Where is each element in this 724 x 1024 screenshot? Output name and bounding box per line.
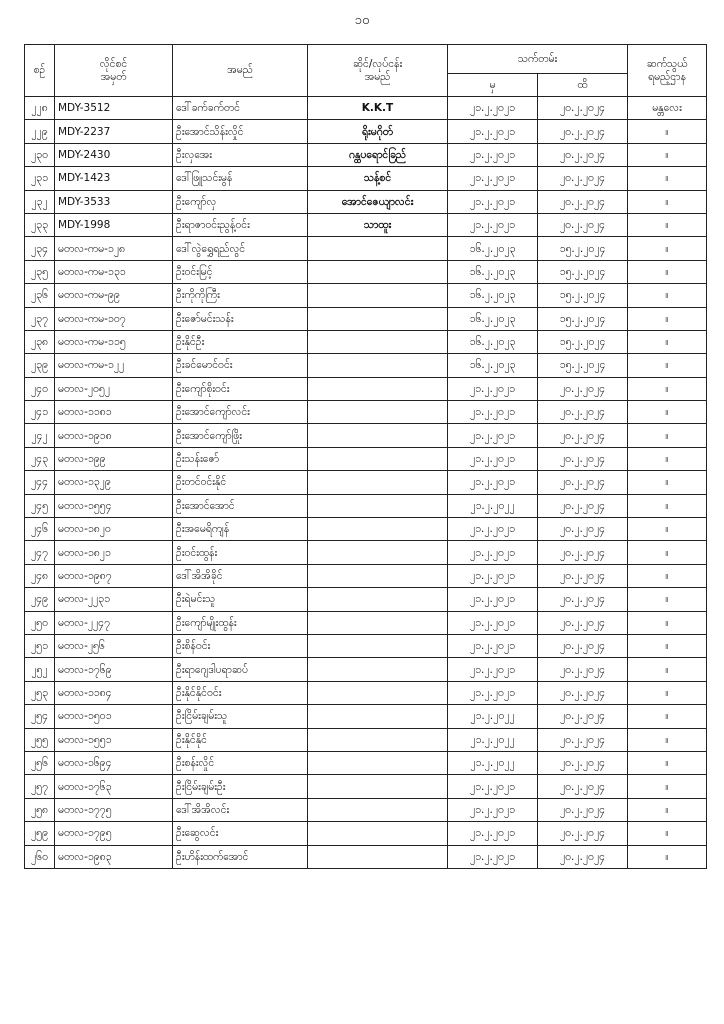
cell-name: ဦးတင်ဝင်းနိုင် xyxy=(173,471,308,494)
cell-shop xyxy=(308,260,448,283)
cell-from: ၂၁.၂.၂၀၂၁ xyxy=(448,564,538,587)
table-row xyxy=(25,658,707,681)
header-name: အမည် xyxy=(173,45,308,97)
cell-license: မတလ-၂၂၃၁ xyxy=(55,588,173,611)
cell-no: ၂၅၀ xyxy=(25,611,55,634)
cell-contact: ။ xyxy=(628,401,707,424)
cell-from: ၁၆.၂.၂၀၂၃ xyxy=(448,284,538,307)
cell-from: ၂၁.၂.၂၀၂၁ xyxy=(448,681,538,704)
cell-name: ဒေါ်ဖြူသင်းမွန် xyxy=(173,167,308,190)
table-row xyxy=(25,167,707,190)
cell-to: ၂၀.၂.၂၀၂၄ xyxy=(538,471,628,494)
cell-shop xyxy=(308,845,448,868)
cell-contact: ။ xyxy=(628,213,707,236)
cell-to: ၂၀.၂.၂၀၂၄ xyxy=(538,190,628,213)
cell-shop xyxy=(308,424,448,447)
cell-from: ၁၆.၂.၂၀၂၃ xyxy=(448,354,538,377)
table-row xyxy=(25,120,707,143)
cell-license: မတလ-၁၁၈၄ xyxy=(55,681,173,704)
header-to: ထိ xyxy=(538,74,628,97)
cell-name: ဦးကျော်လှ xyxy=(173,190,308,213)
cell-license: MDY-1998 xyxy=(55,213,173,236)
table-row xyxy=(25,354,707,377)
table-body xyxy=(25,97,707,869)
cell-contact: ။ xyxy=(628,775,707,798)
cell-name: ဦးနိုင်ဦး xyxy=(173,330,308,353)
cell-shop xyxy=(308,728,448,751)
cell-name: ဒေါ်အိအိလင်း xyxy=(173,798,308,821)
cell-from: ၂၁.၂.၂၀၂၁ xyxy=(448,97,538,120)
cell-shop: ဂန္ထပရောင်ခြည် xyxy=(308,143,448,166)
license-register-table xyxy=(24,44,707,869)
cell-contact: ။ xyxy=(628,728,707,751)
cell-shop: သာထူး xyxy=(308,213,448,236)
cell-from: ၂၁.၂.၂၀၂၁ xyxy=(448,190,538,213)
cell-to: ၂၀.၂.၂၀၂၄ xyxy=(538,611,628,634)
cell-shop: အောင်ဇေယျာလင်း xyxy=(308,190,448,213)
cell-no: ၂၄၃ xyxy=(25,447,55,470)
cell-shop xyxy=(308,494,448,517)
cell-from: ၂၁.၂.၂၀၂၁ xyxy=(448,518,538,541)
table-row xyxy=(25,634,707,657)
table-row xyxy=(25,798,707,821)
table-row xyxy=(25,447,707,470)
table-header xyxy=(25,45,707,97)
cell-no: ၂၄၅ xyxy=(25,494,55,517)
cell-contact: ။ xyxy=(628,611,707,634)
cell-from: ၂၁.၂.၂၀၂၁ xyxy=(448,588,538,611)
cell-shop xyxy=(308,541,448,564)
cell-name: ဒေါ်လွဲရွှေရည်လွင် xyxy=(173,237,308,260)
cell-to: ၂၀.၂.၂၀၂၄ xyxy=(538,541,628,564)
cell-no: ၂၃၆ xyxy=(25,284,55,307)
header-no: စဉ် xyxy=(25,45,55,97)
cell-license: မတလ-၁၉၈၇ xyxy=(55,564,173,587)
cell-license: MDY-1423 xyxy=(55,167,173,190)
cell-shop xyxy=(308,822,448,845)
cell-to: ၁၅.၂.၂၀၂၄ xyxy=(538,284,628,307)
cell-name: ဦးစိန်ဝင်း xyxy=(173,634,308,657)
cell-name: ဦးနိုင်နိုင် xyxy=(173,728,308,751)
table-row xyxy=(25,611,707,634)
cell-shop xyxy=(308,377,448,400)
cell-name: ဦးသန်းဇော် xyxy=(173,447,308,470)
cell-to: ၁၅.၂.၂၀၂၄ xyxy=(538,330,628,353)
cell-license: မတလ-၂၂၄၇ xyxy=(55,611,173,634)
cell-name: ဦးအောင်သိန်းလှိုင် xyxy=(173,120,308,143)
table-row xyxy=(25,97,707,120)
cell-license: မတလ-ကမ-၁၀၇ xyxy=(55,307,173,330)
table-row xyxy=(25,190,707,213)
cell-no: ၂၅၃ xyxy=(25,681,55,704)
cell-from: ၂၁.၂.၂၀၂၂ xyxy=(448,705,538,728)
cell-from: ၂၁.၂.၂၀၂၁ xyxy=(448,377,538,400)
cell-shop xyxy=(308,634,448,657)
cell-license: မတလ-၁၇၆၉ xyxy=(55,658,173,681)
cell-name: ဦးကိုကိုကြီး xyxy=(173,284,308,307)
cell-no: ၂၃၉ xyxy=(25,354,55,377)
table-row xyxy=(25,681,707,704)
cell-no: ၂၅၁ xyxy=(25,634,55,657)
cell-license: MDY-3512 xyxy=(55,97,173,120)
cell-license: မတလ-ကမ-၉၉ xyxy=(55,284,173,307)
cell-name: ဦးဆွေလင်း xyxy=(173,822,308,845)
cell-shop xyxy=(308,798,448,821)
cell-contact: ။ xyxy=(628,143,707,166)
cell-contact: ။ xyxy=(628,822,707,845)
cell-name: ဦးဟိန်းထက်အောင် xyxy=(173,845,308,868)
cell-license: မတလ-ကမ-၁၂၂ xyxy=(55,354,173,377)
table-row xyxy=(25,284,707,307)
cell-to: ၂၀.၂.၂၀၂၄ xyxy=(538,401,628,424)
cell-no: ၂၃၃ xyxy=(25,213,55,236)
cell-to: ၁၅.၂.၂၀၂၄ xyxy=(538,237,628,260)
cell-from: ၂၁.၂.၂၀၂၁ xyxy=(448,424,538,447)
cell-contact: ။ xyxy=(628,634,707,657)
cell-no: ၂၄၆ xyxy=(25,518,55,541)
cell-from: ၂၁.၂.၂၀၂၁ xyxy=(448,401,538,424)
cell-to: ၁၅.၂.၂၀၂၄ xyxy=(538,354,628,377)
cell-to: ၂၀.၂.၂၀၂၄ xyxy=(538,751,628,774)
cell-license: မတလ-ကမ-၁၃၁ xyxy=(55,260,173,283)
cell-contact: ။ xyxy=(628,120,707,143)
cell-to: ၂၀.၂.၂၀၂၄ xyxy=(538,213,628,236)
cell-no: ၂၂၈ xyxy=(25,97,55,120)
cell-to: ၁၅.၂.၂၀၂၄ xyxy=(538,307,628,330)
cell-contact: ။ xyxy=(628,751,707,774)
table-row xyxy=(25,728,707,751)
cell-license: မတလ-၁၉၉ xyxy=(55,447,173,470)
cell-contact: ။ xyxy=(628,705,707,728)
cell-license: မတလ-၁၆၉၄ xyxy=(55,751,173,774)
cell-contact: ။ xyxy=(628,681,707,704)
cell-contact: ။ xyxy=(628,588,707,611)
cell-to: ၂၀.၂.၂၀၂၄ xyxy=(538,705,628,728)
cell-no: ၂၃၁ xyxy=(25,167,55,190)
cell-license: မတလ-၂၅၆ xyxy=(55,634,173,657)
cell-from: ၁၆.၂.၂၀၂၃ xyxy=(448,307,538,330)
cell-contact: ။ xyxy=(628,354,707,377)
cell-to: ၂၀.၂.၂၀၂၄ xyxy=(538,518,628,541)
cell-name: ဦးရဲမင်းသူ xyxy=(173,588,308,611)
cell-from: ၂၁.၂.၂၀၂၂ xyxy=(448,494,538,517)
cell-license: မတလ-၁၁၈၁ xyxy=(55,401,173,424)
cell-name: ဒေါ်အိအိခိုင် xyxy=(173,564,308,587)
table-row xyxy=(25,564,707,587)
cell-contact: မန္တလေး xyxy=(628,97,707,120)
cell-license: မတလ-၁၃၂၉ xyxy=(55,471,173,494)
table-row xyxy=(25,307,707,330)
cell-shop xyxy=(308,705,448,728)
cell-from: ၂၁.၂.၂၀၂၁ xyxy=(448,658,538,681)
cell-license: မတလ-၁၉၈၃ xyxy=(55,845,173,868)
cell-name: ဦးကျော်မျိုးထွန်း xyxy=(173,611,308,634)
cell-to: ၂၀.၂.၂၀၂၄ xyxy=(538,377,628,400)
cell-from: ၂၁.၂.၂၀၂၁ xyxy=(448,471,538,494)
cell-contact: ။ xyxy=(628,377,707,400)
cell-license: မတလ-၁၈၂၀ xyxy=(55,518,173,541)
cell-to: ၂၀.၂.၂၀၂၄ xyxy=(538,588,628,611)
cell-name: ဦးအောင်ကျော်ဖြိုး xyxy=(173,424,308,447)
cell-contact: ။ xyxy=(628,494,707,517)
cell-to: ၂၀.၂.၂၀၂၄ xyxy=(538,822,628,845)
cell-to: ၂၀.၂.၂၀၂၄ xyxy=(538,167,628,190)
cell-from: ၁၆.၂.၂၀၂၃ xyxy=(448,260,538,283)
cell-shop xyxy=(308,775,448,798)
cell-to: ၂၀.၂.၂၀၂၄ xyxy=(538,97,628,120)
cell-contact: ။ xyxy=(628,447,707,470)
cell-license: မတလ-၁၇၉၅ xyxy=(55,822,173,845)
cell-name: ဦးရာဂျေဒါပရာဆပ် xyxy=(173,658,308,681)
cell-no: ၂၃၇ xyxy=(25,307,55,330)
cell-no: ၂၅၇ xyxy=(25,775,55,798)
cell-to: ၂၀.၂.၂၀၂၄ xyxy=(538,494,628,517)
cell-license: မတလ-၁၇၆၃ xyxy=(55,775,173,798)
cell-shop xyxy=(308,237,448,260)
table-row xyxy=(25,518,707,541)
cell-no: ၂၄၇ xyxy=(25,541,55,564)
cell-no: ၂၄၉ xyxy=(25,588,55,611)
cell-from: ၂၁.၂.၂၀၂၁ xyxy=(448,775,538,798)
table-row xyxy=(25,424,707,447)
cell-contact: ။ xyxy=(628,845,707,868)
cell-contact: ။ xyxy=(628,167,707,190)
cell-shop xyxy=(308,751,448,774)
cell-shop xyxy=(308,307,448,330)
cell-contact: ။ xyxy=(628,564,707,587)
cell-shop xyxy=(308,611,448,634)
cell-to: ၂၀.၂.၂၀၂၄ xyxy=(538,775,628,798)
cell-from: ၂၁.၂.၂၀၂၂ xyxy=(448,751,538,774)
cell-name: ဦးငြိမ်းချမ်းဦး xyxy=(173,775,308,798)
cell-to: ၂၀.၂.၂၀၂၄ xyxy=(538,564,628,587)
cell-to: ၂၀.၂.၂၀၂၄ xyxy=(538,120,628,143)
cell-shop xyxy=(308,330,448,353)
cell-to: ၁၅.၂.၂၀၂၄ xyxy=(538,260,628,283)
cell-from: ၁၆.၂.၂၀၂၃ xyxy=(448,237,538,260)
cell-no: ၂၄၀ xyxy=(25,377,55,400)
table-row xyxy=(25,213,707,236)
cell-name: ဦးငြိမ်းချမ်းသူ xyxy=(173,705,308,728)
cell-shop xyxy=(308,518,448,541)
cell-to: ၂၀.၂.၂၀၂၄ xyxy=(538,681,628,704)
table-row xyxy=(25,541,707,564)
cell-contact: ။ xyxy=(628,518,707,541)
cell-no: ၂၅၉ xyxy=(25,822,55,845)
cell-contact: ။ xyxy=(628,424,707,447)
cell-from: ၁၆.၂.၂၀၂၃ xyxy=(448,330,538,353)
cell-license: MDY-2237 xyxy=(55,120,173,143)
cell-no: ၂၅၄ xyxy=(25,705,55,728)
cell-shop: K.K.T xyxy=(308,97,448,120)
cell-no: ၂၅၆ xyxy=(25,751,55,774)
cell-shop xyxy=(308,284,448,307)
cell-from: ၂၁.၂.၂၀၂၁ xyxy=(448,143,538,166)
cell-to: ၂၀.၂.၂၀၂၄ xyxy=(538,658,628,681)
cell-license: မတလ-ကမ-၁၂၈ xyxy=(55,237,173,260)
cell-to: ၂၀.၂.၂၀၂၄ xyxy=(538,798,628,821)
cell-name: ဦးနိုင်နိုင်ဝင်း xyxy=(173,681,308,704)
cell-contact: ။ xyxy=(628,658,707,681)
cell-name: ဦးအမေရိကျန် xyxy=(173,518,308,541)
table-row xyxy=(25,330,707,353)
cell-no: ၂၅၈ xyxy=(25,798,55,821)
cell-license: မတလ-၁၇၇၅ xyxy=(55,798,173,821)
cell-name: ဦးခင်မောင်ဝင်း xyxy=(173,354,308,377)
cell-from: ၂၁.၂.၂၀၂၁ xyxy=(448,634,538,657)
cell-contact: ။ xyxy=(628,330,707,353)
cell-shop xyxy=(308,401,448,424)
cell-contact: ။ xyxy=(628,307,707,330)
table-row xyxy=(25,471,707,494)
cell-shop xyxy=(308,658,448,681)
cell-license: MDY-3533 xyxy=(55,190,173,213)
cell-shop xyxy=(308,588,448,611)
cell-from: ၂၁.၂.၂၀၂၁ xyxy=(448,213,538,236)
cell-no: ၂၃၈ xyxy=(25,330,55,353)
cell-from: ၂၁.၂.၂၀၂၁ xyxy=(448,541,538,564)
table-row xyxy=(25,845,707,868)
cell-to: ၂၀.၂.၂၀၂၄ xyxy=(538,845,628,868)
cell-no: ၂၃၅ xyxy=(25,260,55,283)
cell-name: ဦးရာဇာဝင်းညွန့်ဝင်း xyxy=(173,213,308,236)
cell-contact: ။ xyxy=(628,471,707,494)
table-row xyxy=(25,494,707,517)
cell-no: ၂၄၄ xyxy=(25,471,55,494)
cell-from: ၂၁.၂.၂၀၂၁ xyxy=(448,798,538,821)
cell-shop xyxy=(308,564,448,587)
cell-name: ဦးလှအေး xyxy=(173,143,308,166)
table-row xyxy=(25,237,707,260)
cell-license: မတလ-၁၉၁၈ xyxy=(55,424,173,447)
cell-no: ၂၃၂ xyxy=(25,190,55,213)
header-from: မှ xyxy=(448,74,538,97)
cell-to: ၂၀.၂.၂၀၂၄ xyxy=(538,424,628,447)
cell-from: ၂၁.၂.၂၀၂၁ xyxy=(448,611,538,634)
table-row xyxy=(25,751,707,774)
cell-name: ဒေါ်ခက်ခက်တင် xyxy=(173,97,308,120)
table-row xyxy=(25,822,707,845)
cell-license: မတလ-၁၅၅၄ xyxy=(55,494,173,517)
cell-name: ဦးအောင်ကျော်လင်း xyxy=(173,401,308,424)
cell-contact: ။ xyxy=(628,284,707,307)
cell-shop: ရိုးမဂိုတ် xyxy=(308,120,448,143)
cell-shop xyxy=(308,354,448,377)
cell-to: ၂၀.၂.၂၀၂၄ xyxy=(538,447,628,470)
cell-no: ၂၅၂ xyxy=(25,658,55,681)
cell-name: ဦးအောင်အောင် xyxy=(173,494,308,517)
header-contact: ဆက်သွယ် ရမည့်ဌာန xyxy=(628,45,707,97)
cell-from: ၂၁.၂.၂၀၂၁ xyxy=(448,822,538,845)
cell-name: ဦးဝင်းထွန်း xyxy=(173,541,308,564)
cell-no: ၂၃၀ xyxy=(25,143,55,166)
cell-name: ဦးဝင်းမြင့် xyxy=(173,260,308,283)
cell-contact: ။ xyxy=(628,260,707,283)
cell-name: ဦးစန်းလှိုင် xyxy=(173,751,308,774)
table-row xyxy=(25,401,707,424)
cell-name: ဦးကျော်စိုးဝင်း xyxy=(173,377,308,400)
cell-no: ၂၄၁ xyxy=(25,401,55,424)
cell-shop xyxy=(308,447,448,470)
cell-contact: ။ xyxy=(628,798,707,821)
header-validity: သက်တမ်း xyxy=(448,45,628,74)
cell-name: ဦးဇော်မင်းသန်း xyxy=(173,307,308,330)
table-row xyxy=(25,705,707,728)
cell-to: ၂၀.၂.၂၀၂၄ xyxy=(538,634,628,657)
cell-license: မတလ-၁၅၅၁ xyxy=(55,728,173,751)
cell-license: မတလ-ကမ-၁၁၅ xyxy=(55,330,173,353)
cell-no: ၂၃၄ xyxy=(25,237,55,260)
cell-shop xyxy=(308,471,448,494)
cell-from: ၂၁.၂.၂၀၂၁ xyxy=(448,447,538,470)
cell-from: ၂၁.၂.၂၀၂၂ xyxy=(448,728,538,751)
table-row xyxy=(25,260,707,283)
table-row xyxy=(25,588,707,611)
cell-contact: ။ xyxy=(628,190,707,213)
cell-to: ၂၀.၂.၂၀၂၄ xyxy=(538,728,628,751)
cell-shop: သန့်စင် xyxy=(308,167,448,190)
cell-no: ၂၆၀ xyxy=(25,845,55,868)
cell-no: ၂၄၈ xyxy=(25,564,55,587)
cell-contact: ။ xyxy=(628,541,707,564)
cell-from: ၂၁.၂.၂၀၂၁ xyxy=(448,120,538,143)
cell-license: မတလ-၁၈၂၁ xyxy=(55,541,173,564)
cell-license: မတလ-၁၅၀၁ xyxy=(55,705,173,728)
page-number: ၁၀ xyxy=(354,13,370,28)
cell-no: ၂၄၂ xyxy=(25,424,55,447)
cell-shop xyxy=(308,681,448,704)
cell-from: ၂၁.၂.၂၀၂၁ xyxy=(448,167,538,190)
cell-contact: ။ xyxy=(628,237,707,260)
cell-no: ၂၅၅ xyxy=(25,728,55,751)
cell-license: MDY-2430 xyxy=(55,143,173,166)
table-row xyxy=(25,143,707,166)
cell-license: မတလ-၂၀၅၂ xyxy=(55,377,173,400)
header-shop: ဆိုင်/လုပ်ငန်း အမည် xyxy=(308,45,448,97)
table-row xyxy=(25,775,707,798)
cell-from: ၂၁.၂.၂၀၂၁ xyxy=(448,845,538,868)
table-row xyxy=(25,377,707,400)
header-license: လိုင်စင် အမှတ် xyxy=(55,45,173,97)
cell-no: ၂၂၉ xyxy=(25,120,55,143)
cell-to: ၂၀.၂.၂၀၂၄ xyxy=(538,143,628,166)
